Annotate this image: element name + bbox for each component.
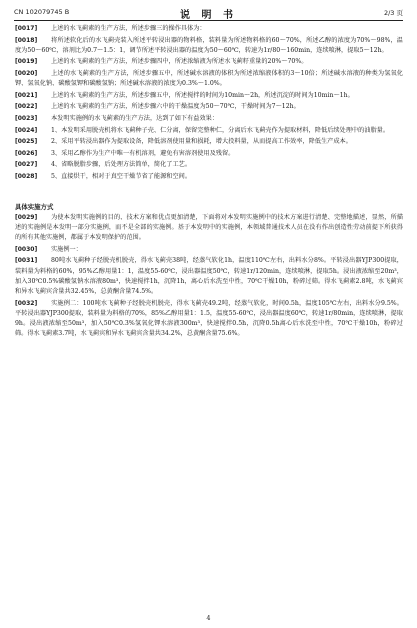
page-header bbox=[14, 6, 403, 20]
paragraph bbox=[15, 126, 403, 136]
page-indicator: 2/3 页 bbox=[383, 9, 403, 17]
paragraph bbox=[15, 57, 403, 67]
page-title: 说 明 书 bbox=[180, 10, 237, 21]
paragraph bbox=[15, 213, 403, 244]
paragraph-text: 1、本发明采用脱壳机将水飞蓟种子壳、仁分离，保留完整种仁，分离后水飞蓟壳作为提取材料，降低后续处理中的油脂量。 bbox=[51, 126, 390, 134]
paragraph-text: 上述的水飞蓟素的生产方法，所述步骤五中，所述碱水溶液的体积为所述浓缩液体积的3～10倍；所述碱水溶液的种类为氢氧化钾、氢氧化钠、碳酸氢钾和碳酸氢钠；所述碱水溶液的浓度为0.3%～1.0%。 bbox=[15, 69, 403, 88]
paragraph-number: [0021] bbox=[15, 91, 38, 99]
paragraph-number: [0026] bbox=[15, 149, 38, 157]
paragraph-text: 3、采用乙醇作为生产中唯一有机溶剂，避免有害溶剂使用及残留。 bbox=[51, 149, 235, 157]
paragraph bbox=[15, 160, 403, 170]
paragraph-number: [0022] bbox=[15, 103, 38, 111]
section-gap bbox=[15, 184, 403, 192]
paragraph-text: 本发明实施例的水飞蓟素的生产方法，达到了如下有益效果： bbox=[51, 114, 219, 122]
paragraph-text: 将所述软化后的水飞蓟壳装入所述平转浸出器的物料格，装料量为所述物料格的60～70%，所述乙醇的浓度为70%～98%，温度为50～60℃，溶剂比为0.7～1.5：1，调节所述平转浸出器的温度为50～60℃，转速为1r/80～160min，连续喷淋，提取5～12h。 bbox=[15, 36, 403, 54]
doc-number: CN 102079745 B bbox=[14, 8, 70, 16]
paragraph-text: 为使本发明实施例的目的、技术方案和优点更加清楚，下面将对本发明实施例中的技术方案进行清楚、完整地描述，显然，所描述的实施例是本发明一部分实施例，而不是全部的实施例。基于本发明中的实施例，本领域普通技术人员在没有作出创造性劳动前提下所获得的所有其他实施例，都属于本发明保护的范围。 bbox=[15, 213, 403, 242]
paragraph bbox=[15, 114, 403, 124]
paragraph-number: [0023] bbox=[15, 114, 38, 122]
paragraph bbox=[15, 69, 403, 89]
paragraph-number: [0019] bbox=[15, 58, 38, 66]
page-number: 4 bbox=[206, 614, 211, 622]
paragraph bbox=[15, 36, 403, 56]
paragraph bbox=[15, 24, 403, 34]
paragraph-number: [0018] bbox=[15, 36, 38, 44]
paragraph-text: 实施例二：100吨水飞蓟种子经脱壳机脱壳，得水飞蓟壳49.2吨，经蒸气软化，时间0.5h，温度105℃左右，出料水分9.5%。平转浸出器YJP300提取，装料量为料格的70%，85%乙醇用量1：1.5，温度55-60℃，浸出器温度60℃，转速1r/80min，连续喷淋，提取9h。浸出液浓缩至50m³，加入50℃0.3%氢氧化钾水溶液300m³，快速搅拌0.5h，沉降0.5h离心后水洗至中性，70℃干燥10h，粉碎过筛。得水飞蓟素3.7吨，水飞蓟宾和异水飞蓟宾含量共34.2%，总黄酮含量75.6%。 bbox=[15, 299, 403, 338]
section-title: 具体实施方式 bbox=[15, 202, 54, 211]
paragraph-number: [0031] bbox=[15, 257, 38, 265]
paragraph-text: 上述的水飞蓟素的生产方法，所述步骤四中，所述浓缩液为所述水飞蓟籽重量的20%～70%。 bbox=[51, 58, 308, 66]
paragraph-number: [0017] bbox=[15, 25, 38, 32]
paragraph-text: 2、采用平转浸出器作为提取设备，降低溶剂使用量和损耗，增大投料量，从而提高工作效率，降低生产成本。 bbox=[51, 138, 352, 146]
paragraph-text: 上述的水飞蓟素的生产方法，所述步骤三的操作具体为： bbox=[51, 25, 206, 32]
paragraph-number: [0030] bbox=[15, 245, 38, 253]
paragraph bbox=[15, 149, 403, 159]
paragraph bbox=[15, 245, 403, 255]
paragraph-text: 上述的水飞蓟素的生产方法，所述步骤五中，所述搅拌的时间为10min～2h，所述沉淀的时间为10min～1h。 bbox=[51, 91, 354, 99]
paragraph-number: [0029] bbox=[15, 213, 38, 221]
paragraph bbox=[15, 256, 403, 297]
paragraph-text: 5、直接烘干，相对于真空干燥节省了能源和空间。 bbox=[51, 172, 192, 180]
header-rule bbox=[14, 20, 403, 21]
paragraph-text: 上述的水飞蓟素的生产方法，所述步骤六中的干燥温度为50～70℃，干燥时间为7～12h。 bbox=[51, 103, 300, 111]
paragraph-number: [0025] bbox=[15, 138, 38, 146]
paragraph bbox=[15, 102, 403, 112]
paragraph-number: [0028] bbox=[15, 172, 38, 180]
paragraph bbox=[15, 137, 403, 147]
paragraph bbox=[15, 91, 403, 101]
paragraph-text: 80吨水飞蓟种子经脱壳机脱壳，得水飞蓟壳38吨，经蒸气软化1h，温度110℃左右，出料水分8%。平转浸出器YJP300提取，装料量为料格的60%，95%乙醇用量1：1，温度55-60℃，浸出器温度50℃，转速1r/120min，连续喷淋，提取5h。浸出液浓缩至20m³，加入30℃0.5%碳酸氢钠水溶液80m³，快速搅拌1h，沉降1h，离心后水洗至中性，70℃干燥10h，粉碎过筛。得水飞蓟素2.8吨，水飞蓟宾和异水飞蓟宾含量共32.45%，总黄酮含量74.5%。 bbox=[15, 257, 403, 295]
paragraph-number: [0020] bbox=[15, 69, 38, 77]
paragraph-number: [0024] bbox=[15, 126, 38, 134]
paragraph-text: 实施例一： bbox=[51, 245, 82, 253]
paragraph bbox=[15, 172, 403, 182]
paragraph bbox=[15, 299, 403, 340]
document-body bbox=[15, 24, 403, 341]
paragraph-text: 4、省略脱脂步骤，后处理方法简单，简化了工艺。 bbox=[51, 161, 192, 169]
paragraph-number: [0027] bbox=[15, 161, 38, 169]
paragraph-number: [0032] bbox=[15, 299, 38, 307]
paragraph-group-a bbox=[15, 24, 403, 182]
paragraph-group-b bbox=[15, 213, 403, 340]
